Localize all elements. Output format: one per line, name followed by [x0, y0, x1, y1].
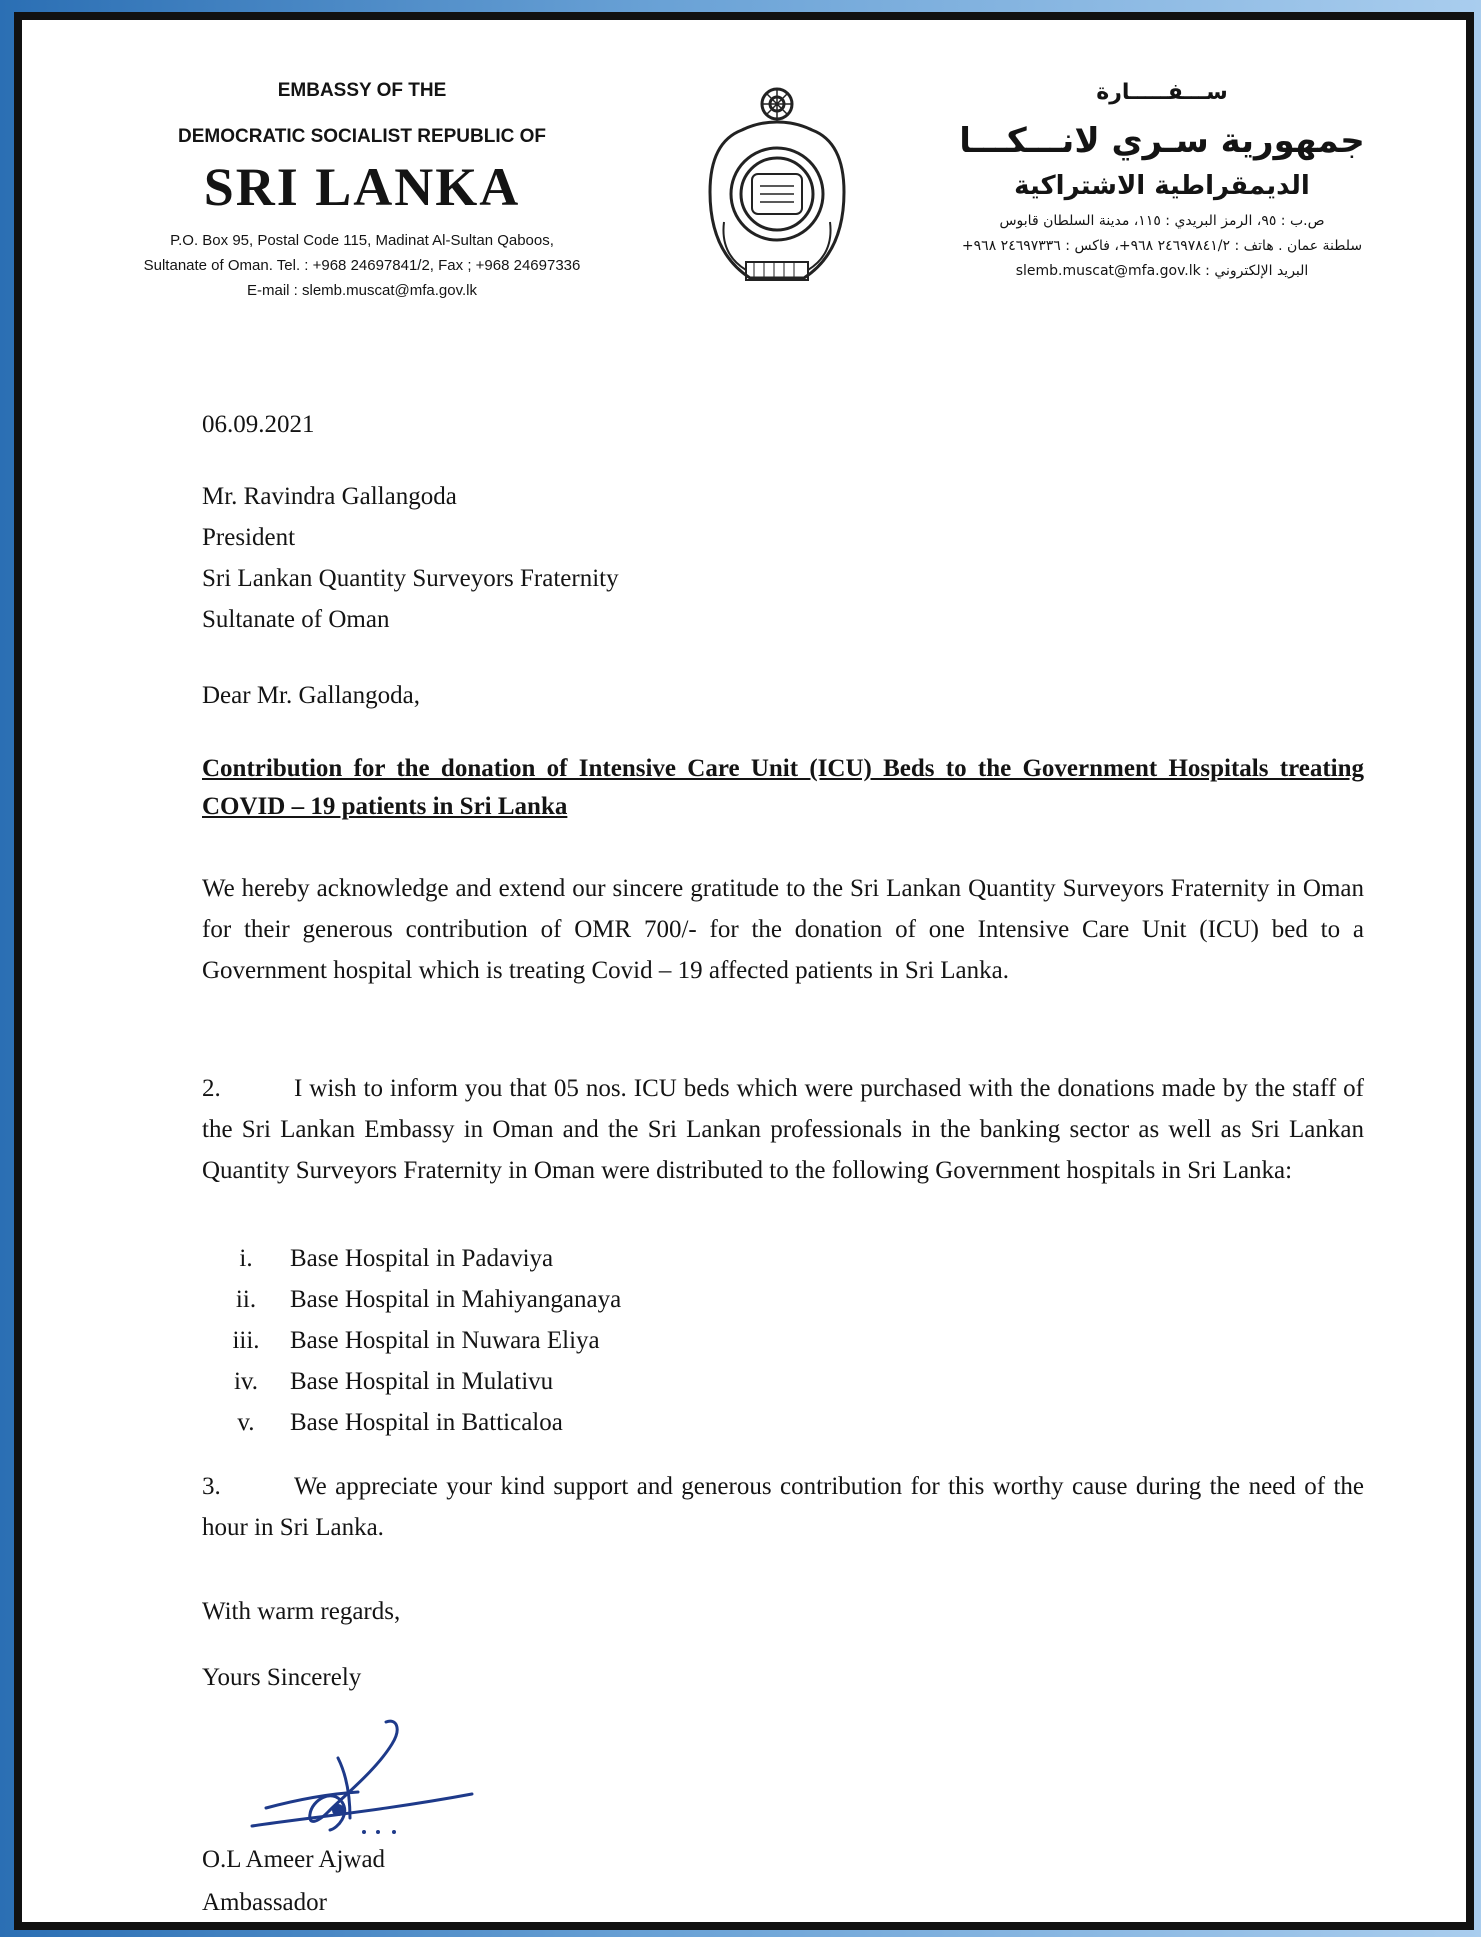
hospital-name: Base Hospital in Mahiyanganaya: [290, 1286, 622, 1313]
list-item: [202, 1361, 621, 1402]
salutation: Dear Mr. Gallangoda,: [202, 682, 420, 709]
email-line: E-mail : slemb.muscat@mfa.gov.lk: [246, 282, 477, 299]
list-numeral: ii.: [235, 1286, 257, 1313]
hospital-name: Base Hospital in Batticaloa: [290, 1409, 563, 1436]
list-numeral: i.: [239, 1245, 253, 1272]
sign-off: Yours Sincerely: [202, 1664, 362, 1691]
list-item: [202, 1279, 621, 1320]
addressee-block: [202, 476, 619, 640]
list-item: [202, 1238, 621, 1279]
closing-line: With warm regards,: [202, 1598, 401, 1625]
hospital-name: Base Hospital in Nuwara Eliya: [290, 1327, 600, 1354]
hospital-name: Base Hospital in Padaviya: [290, 1245, 554, 1272]
letterhead-country: SRI LANKA: [203, 157, 521, 217]
arabic-address: [882, 209, 1442, 284]
list-numeral: iv.: [233, 1368, 259, 1395]
paragraph-number: 3.: [202, 1473, 221, 1500]
subject-line: Contribution for the donation of Intensive Care Unit (ICU) Beds to the Government Hospitals treating COVID – 19 patients in Sri Lanka: [202, 755, 1364, 820]
sri-lanka-state-emblem-icon: [702, 82, 852, 296]
document-frame: [14, 12, 1474, 1930]
addressee-name: Mr. Ravindra Gallangoda: [202, 483, 457, 510]
paragraph-3: [202, 1466, 1364, 1548]
letterhead-english: [82, 80, 642, 303]
hospital-name: Base Hospital in Mulativu: [290, 1368, 554, 1395]
addressee-organization: Sri Lankan Quantity Surveyors Fraternity: [202, 565, 619, 592]
paragraph-2: [202, 1068, 1364, 1191]
letter-date: 06.09.2021: [202, 411, 315, 438]
letterhead-line2: DEMOCRATIC SOCIALIST REPUBLIC OF: [177, 126, 547, 147]
hospital-list: [202, 1238, 621, 1443]
signer-name: O.L Ameer Ajwad: [202, 1846, 386, 1873]
arabic-line3: الديمقراطية الاشتراكية: [1014, 171, 1310, 201]
letterhead-address: [82, 228, 642, 303]
paragraph-2-text: I wish to inform you that 05 nos. ICU beds which were purchased with the donations made by the staff of the Sri Lankan Embassy in Oman and the Sri Lankan professionals in the banking sector as well as Sri Lankan Quantity Surveyors Fraternity in Oman were distributed to the following Government hospitals in Sri Lanka:: [202, 1075, 1364, 1184]
paragraph-number: 2.: [202, 1075, 221, 1102]
paragraph-1: We hereby acknowledge and extend our sincere gratitude to the Sri Lankan Quantity Surveyors Fraternity in Oman for their generous contribution of OMR 700/- for the donation of one Intensive Care Unit (ICU) bed to a Government hospital which is treating Covid – 19 affected patients in Sri Lanka.: [202, 875, 1364, 984]
signer-block: [202, 1838, 385, 1924]
addressee-location: Sultanate of Oman: [202, 606, 390, 633]
list-item: [202, 1320, 621, 1361]
embassy-letter: [22, 20, 1466, 1922]
arabic-line2: جمهورية سـري لانـــكـــا: [959, 121, 1365, 161]
address-line1: P.O. Box 95, Postal Code 115, Madinat Al-Sultan Qaboos,: [170, 232, 554, 249]
arabic-address-line2: سلطنة عمان . هاتف : ٢٤٦٩٧٨٤١/٢ ٩٦٨+، فاكس : ٢٤٦٩٧٣٣٦ ٩٦٨+: [961, 238, 1363, 254]
signer-title: Ambassador: [202, 1889, 327, 1916]
handwritten-signature-icon: [246, 1714, 486, 1844]
letterhead-arabic: [882, 80, 1442, 284]
arabic-email-line: البريد الإلكتروني : slemb.muscat@mfa.gov.lk: [1015, 263, 1309, 279]
letterhead-line1: EMBASSY OF THE: [277, 80, 447, 101]
paragraph-3-text: We appreciate your kind support and generous contribution for this worthy cause during the need of the hour in Sri Lanka.: [202, 1473, 1364, 1541]
addressee-title: President: [202, 524, 296, 551]
list-item: [202, 1402, 621, 1443]
arabic-line1: ســـفـــــارة: [1096, 80, 1228, 105]
arabic-address-line1: ص.ب : ٩٥، الرمز البريدي : ١١٥، مدينة السلطان قابوس: [999, 213, 1325, 229]
list-numeral: iii.: [232, 1327, 260, 1354]
address-line2: Sultanate of Oman. Tel. : +968 24697841/2, Fax ; +968 24697336: [143, 257, 581, 274]
list-numeral: v.: [237, 1409, 255, 1436]
